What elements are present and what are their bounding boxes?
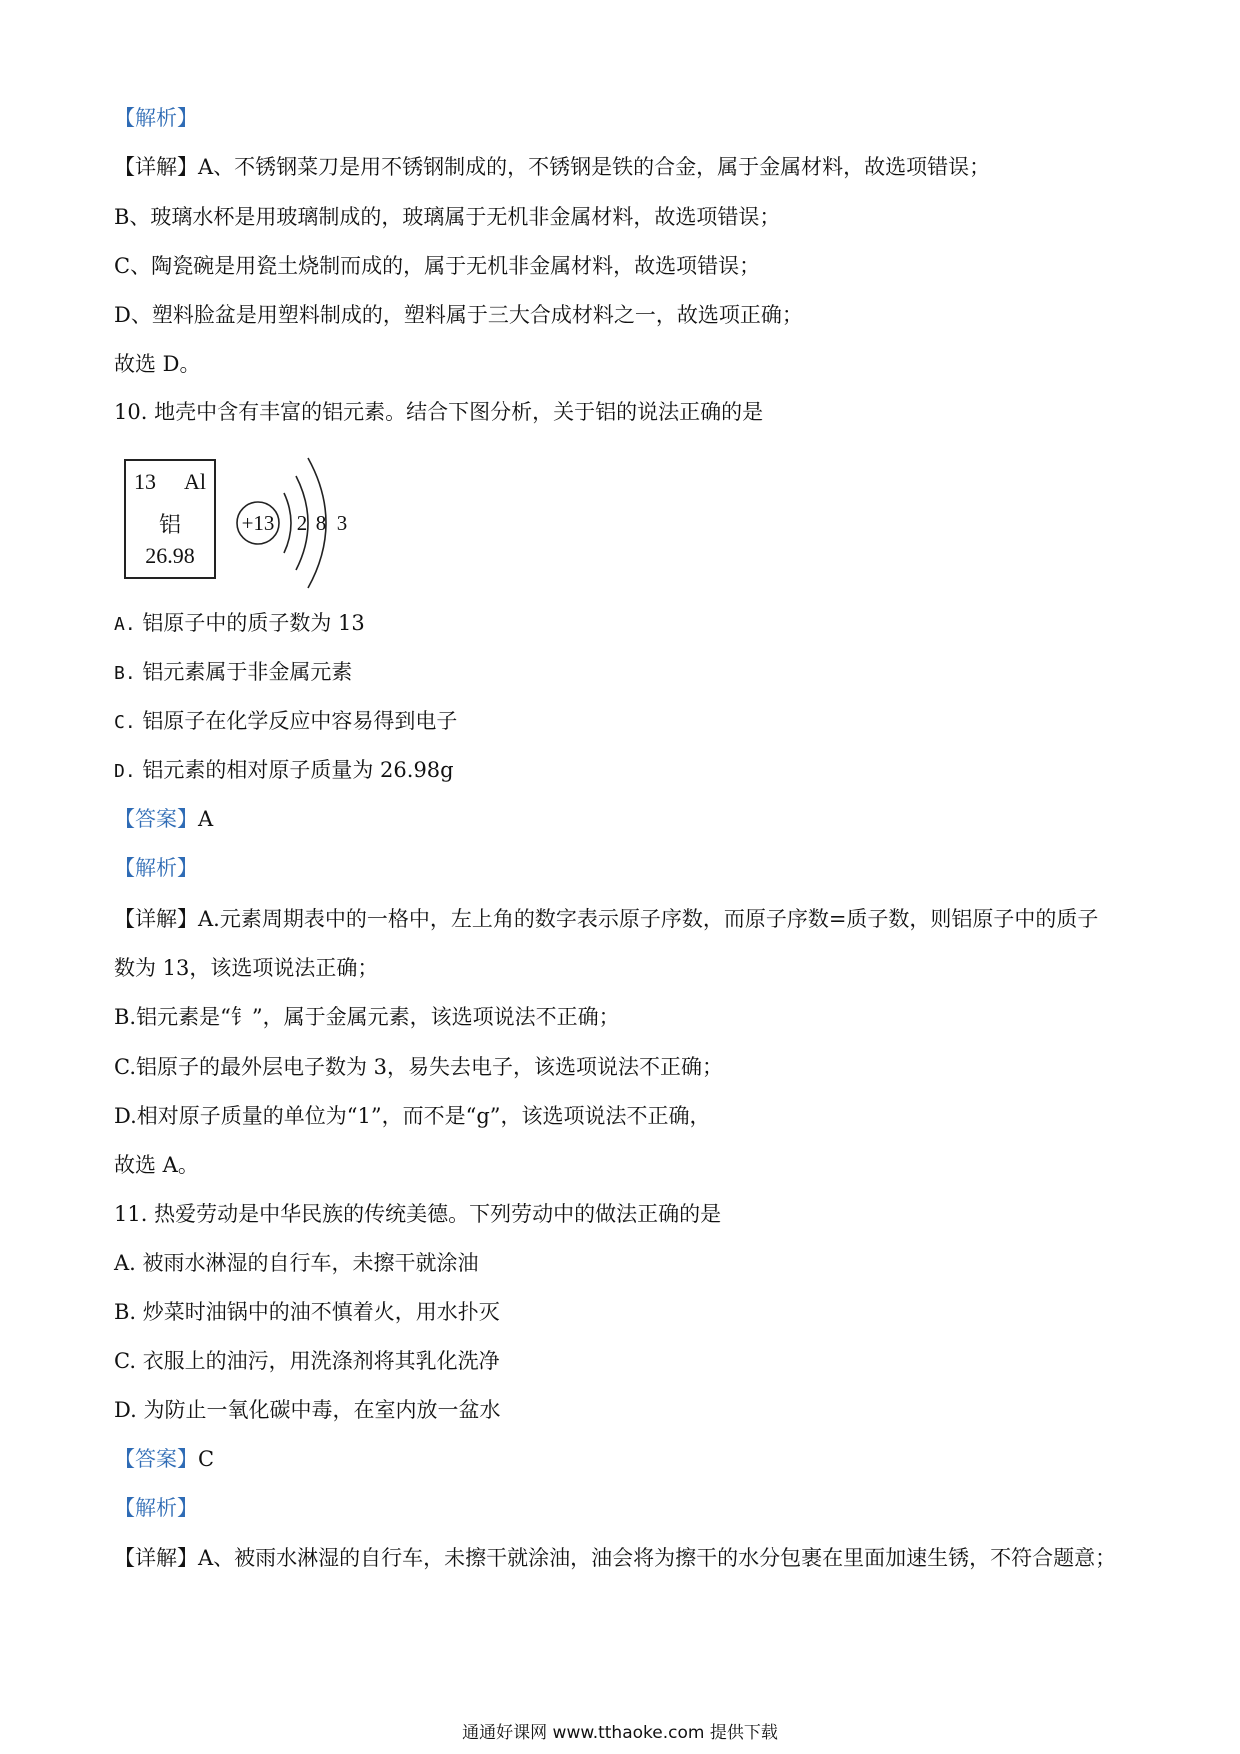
element-symbol: Al: [184, 469, 206, 494]
shell-arc-1: [284, 493, 291, 553]
option-text: 铝元素的相对原子质量为 26.98g: [142, 758, 454, 782]
detail-line: D、塑料脸盆是用塑料制成的，塑料属于三大合成材料之一，故选项正确；: [114, 303, 803, 327]
detail-line: D.相对原子质量的单位为“1”，而不是“g”，该选项说法不正确，: [114, 1104, 711, 1128]
option-text: 铝原子在化学反应中容易得到电子: [142, 709, 458, 733]
question-11: 11. 热爱劳动是中华民族的传统美德。下列劳动中的做法正确的是: [114, 1202, 722, 1226]
detail-line: 【详解】A、不锈钢菜刀是用不锈钢制成的，不锈钢是铁的合金，属于金属材料，故选项错误；: [114, 155, 991, 179]
q11-option-b: [114, 1298, 500, 1326]
option-letter: A.: [114, 1251, 136, 1275]
q10-option-d: [114, 756, 454, 786]
option-text: 为防止一氧化碳中毒，在室内放一盆水: [143, 1398, 501, 1422]
option-letter: D.: [114, 761, 136, 782]
answer-tag: 【答案】: [114, 1447, 198, 1471]
option-letter: B.: [114, 663, 136, 684]
answer-tag: 【答案】: [114, 807, 198, 831]
option-letter: A.: [114, 614, 136, 635]
option-letter: C.: [114, 1349, 136, 1373]
option-letter: D.: [114, 1398, 137, 1422]
option-letter: C.: [114, 712, 136, 733]
q11-analysis-heading: 【解析】: [114, 1496, 198, 1520]
option-text: 衣服上的油污，用洗涤剂将其乳化洗净: [142, 1349, 500, 1373]
detail-line: C.铝原子的最外层电子数为 3，易失去电子，该选项说法不正确；: [114, 1055, 724, 1079]
atomic-mass: 26.98: [145, 543, 195, 568]
q10-option-a: [114, 609, 365, 639]
q10-analysis-heading: 【解析】: [114, 856, 198, 880]
detail-line: B、玻璃水杯是用玻璃制成的，玻璃属于无机非金属材料，故选项错误；: [114, 205, 781, 229]
detail-line: 数为 13，该选项说法正确；: [114, 956, 379, 980]
answer-value: A: [198, 807, 214, 831]
analysis-heading: 【解析】: [114, 106, 198, 130]
q11-option-a: [114, 1249, 479, 1277]
q10-option-b: [114, 658, 352, 688]
question-10: 10. 地壳中含有丰富的铝元素。结合下图分析，关于铝的说法正确的是: [114, 400, 764, 424]
element-name: 铝: [158, 512, 181, 537]
answer-value: C: [198, 1447, 215, 1471]
shell-electrons-1: 2: [296, 511, 308, 535]
shell-electrons-2: 8: [315, 511, 327, 535]
q11-option-d: [114, 1396, 500, 1424]
detail-line: C、陶瓷碗是用瓷土烧制而成的，属于无机非金属材料，故选项错误；: [114, 254, 761, 278]
conclusion-line: 故选 D。: [114, 352, 201, 376]
element-card: [124, 459, 216, 579]
detail-line: 【详解】A、被雨水淋湿的自行车，未擦干就涂油，油会将为擦干的水分包裹在里面加速生锈，不符合题意；: [114, 1546, 1117, 1570]
conclusion-line: 故选 A。: [114, 1153, 199, 1177]
option-text: 铝原子中的质子数为 13: [142, 611, 365, 635]
option-text: 铝元素属于非金属元素: [142, 660, 353, 684]
detail-line: 【详解】A.元素周期表中的一格中，左上角的数字表示原子序数，而原子序数=质子数，则铝原子中的质子: [114, 907, 1099, 931]
q10-answer: [114, 805, 213, 833]
detail-line: B.铝元素是“钅”，属于金属元素，该选项说法不正确；: [114, 1005, 620, 1029]
shell-electrons-3: 3: [336, 511, 348, 535]
nucleus-charge: +13: [241, 511, 275, 535]
q11-answer: [114, 1445, 214, 1473]
option-letter: B.: [114, 1300, 137, 1324]
footer-source: 通通好课网 www.tthaoke.com 提供下载: [462, 1723, 778, 1743]
option-text: 炒菜时油锅中的油不慎着火，用水扑灭: [142, 1300, 500, 1324]
atom-structure-diagram: [236, 448, 366, 592]
q10-option-c: [114, 707, 457, 737]
option-text: 被雨水淋湿的自行车，未擦干就涂油: [142, 1251, 479, 1275]
q11-option-c: [114, 1347, 500, 1375]
atomic-number: 13: [134, 469, 156, 494]
